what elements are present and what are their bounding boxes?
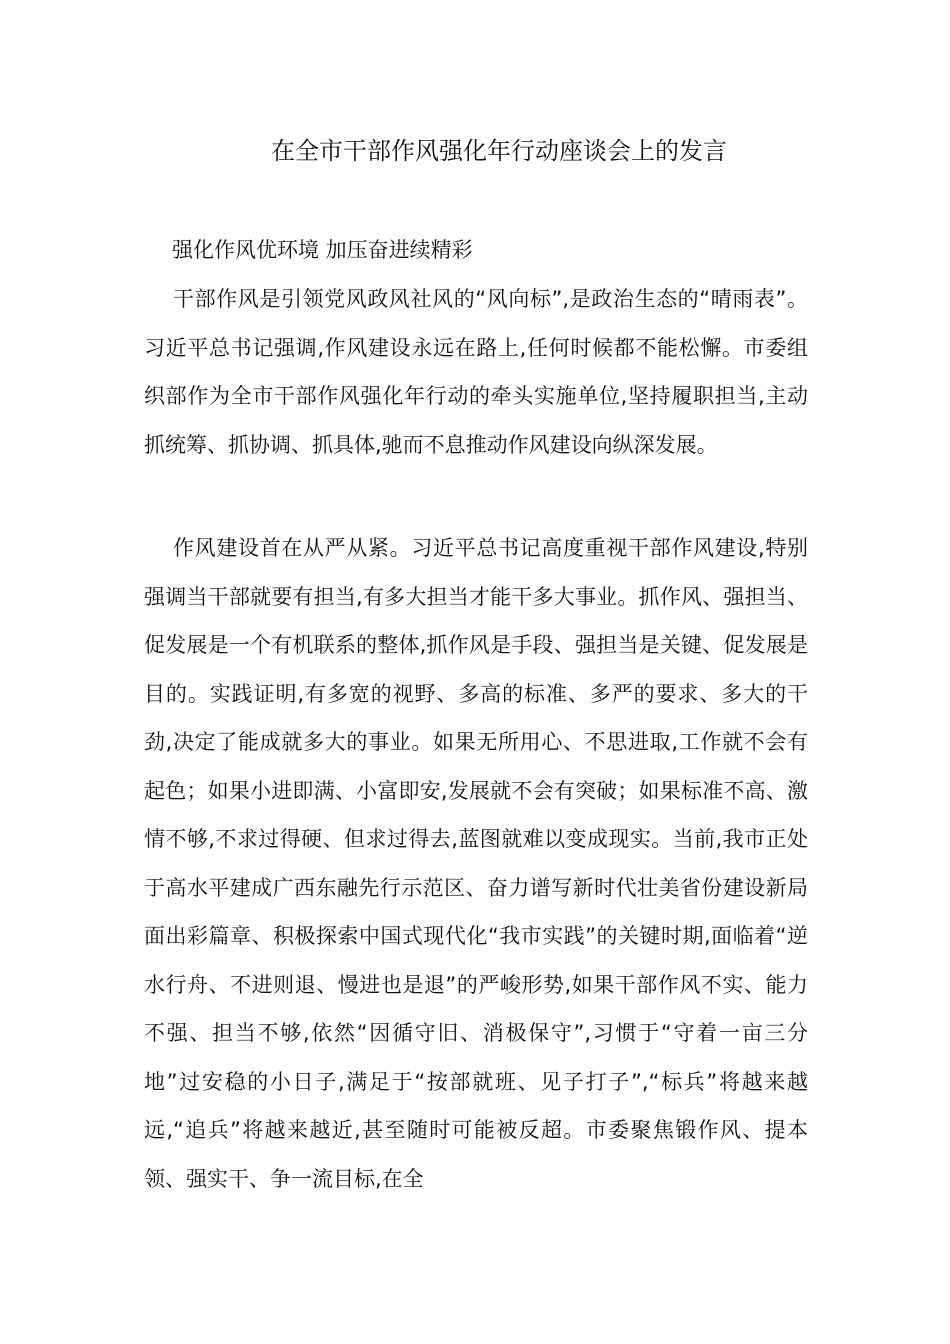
body-paragraph: 作风建设首在从严从紧。习近平总书记高度重视干部作风建设,特别强调当干部就要有担当,有多大担当才能干多大事业。抓作风、强担当、促发展是一个有机联系的整体,抓作风是手段、强担当是关键、促发展是目的。实践证明,有多宽的视野、多高的标准、多严的要求、多大的干劲,决定了能成就多大的事业。如果无所用心、不思进取,工作就不会有起色；如果小进即满、小富即安,发展就不会有突破；如果标准不高、激情不够,不求过得硬、但求过得去,蓝图就难以变成现实。当前,我市正处于高水平建成广西东融先行示范区、奋力谱写新时代壮美省份建设新局面出彩篇章、积极探索中国式现代化“我市实践”的关键时期,面临着“逆水行舟、不进则退、慢进也是退”的严峻形势,如果干部作风不实、能力不强、担当不够,依然“因循守旧、消极保守”,习惯于“守着一亩三分地”过安稳的小日子,满足于“按部就班、见子打子”,“标兵”将越来越远,“追兵”将越来越近,甚至随时可能被反超。市委聚焦锻作风、提本领、强实干、争一流目标,在全 xyxy=(144,536,808,1191)
document-title: 在全市干部作风强化年行动座谈会上的发言 xyxy=(271,137,727,165)
body-paragraph: 干部作风是引领党风政风社风的“风向标”,是政治生态的“晴雨表”。习近平总书记强调,作风建设永远在路上,任何时候都不能松懈。市委组织部作为全市干部作风强化年行动的牵头实施单位,坚持履职担当,主动抓统筹、抓协调、抓具体,驰而不息推动作风建设向纵深发展。 xyxy=(144,287,808,457)
document-subtitle: 强化作风优环境 加压奋进续精彩 xyxy=(172,238,473,262)
